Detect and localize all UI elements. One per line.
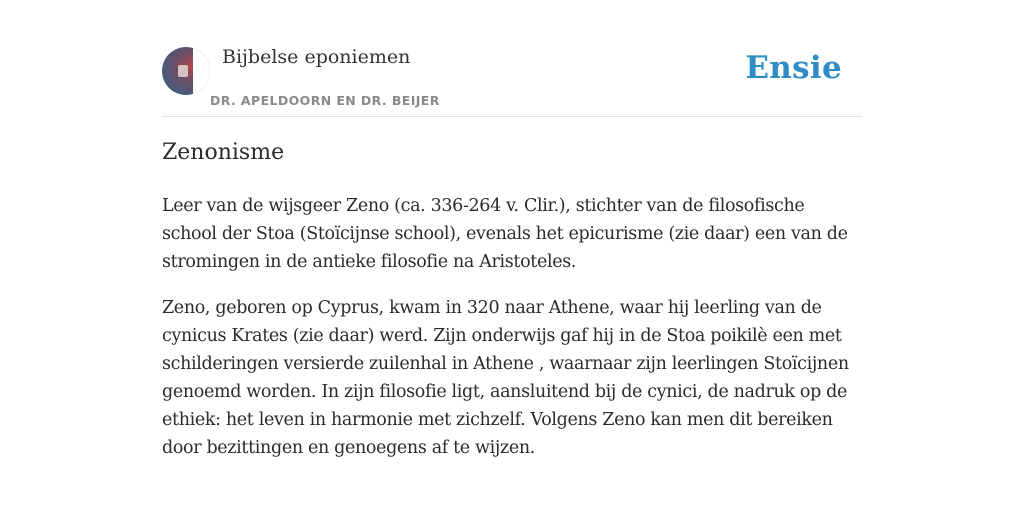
book-cover-image[interactable]	[162, 47, 210, 95]
ensie-logo[interactable]: Ensie	[745, 50, 842, 86]
book-header	[162, 40, 862, 117]
book-authors[interactable]: DR. APELDOORN EN DR. BEIJER	[210, 93, 440, 108]
entry-paragraph: Leer van de wijsgeer Zeno (ca. 336-264 v. Clir.), stichter van de filosofische school der Stoa (Stoïcijnse school), evenals het epicurisme (zie daar) een van de stromingen in de antieke filosofie na Aristoteles.	[162, 196, 848, 272]
entry-body	[162, 192, 862, 480]
entry-paragraph: Zeno, geboren op Cyprus, kwam in 320 naar Athene, waar hij leerling van de cynicus Krates (zie daar) werd. Zijn onderwijs gaf hij in de Stoa poikilè een met schilderingen versierde zuilenhal in Athene , waarnaar zijn leerlingen Stoïcijnen genoemd worden. In zijn filosofie ligt, aansluitend bij de cynici, de nadruk op de ethiek: het leven in harmonie met zichzelf. Volgens Zeno kan men dit bereiken door bezittingen en genoegens af te wijzen.	[162, 298, 849, 458]
entry-title: Zenonisme	[162, 140, 285, 165]
book-title[interactable]: Bijbelse eponiemen	[222, 46, 411, 68]
cover-figure-icon	[178, 65, 188, 77]
